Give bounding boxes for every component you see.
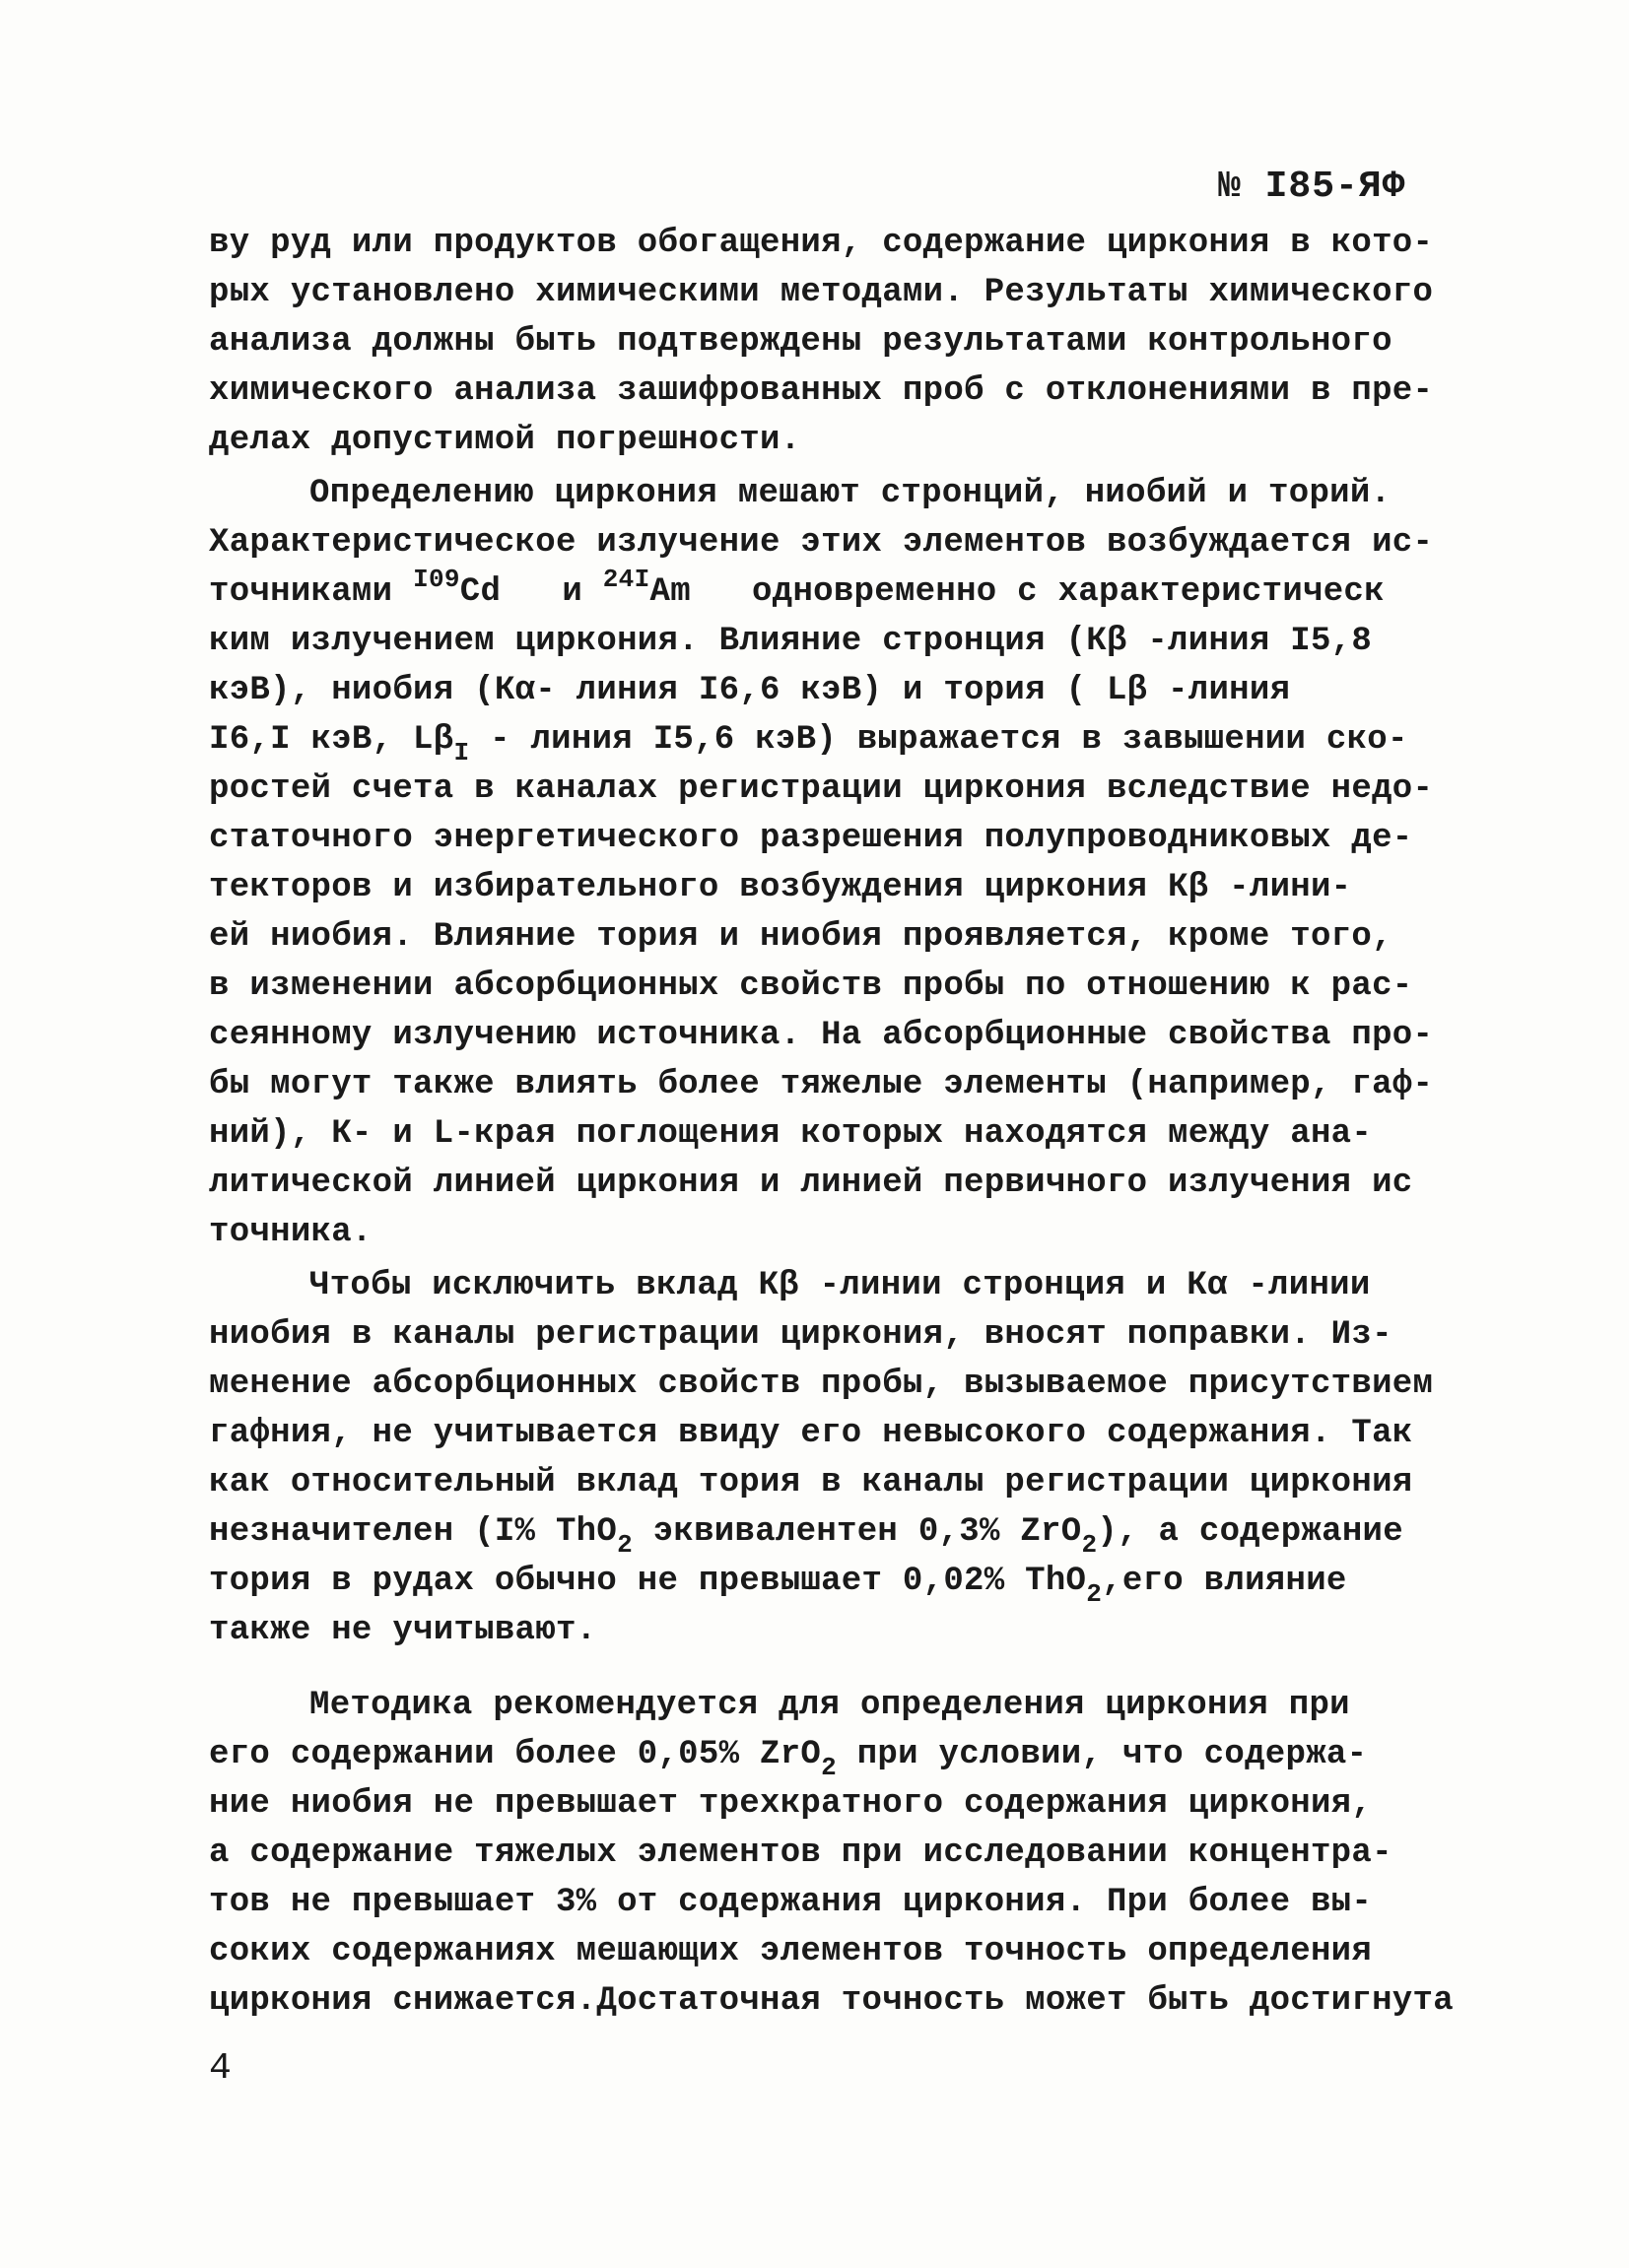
text-line: рых установлено химическими методами. Результаты химического	[209, 274, 1434, 311]
text-line: тов не превышает 3% от содержания циркония. При более вы-	[209, 1884, 1373, 1921]
text-line: ниобия в каналы регистрации циркония, вносят поправки. Из-	[209, 1316, 1392, 1354]
text-fragment: незначителен (I% ThO	[209, 1513, 618, 1551]
text-line: литической линией циркония и линией первичного излучения ис	[209, 1165, 1413, 1202]
isotope-symbol: Am	[649, 573, 691, 611]
text-line: ние ниобия не превышает трехкратного содержания циркония,	[209, 1785, 1373, 1823]
text-fragment: ), а содержание	[1097, 1513, 1403, 1551]
text-line: ей ниобия. Влияние тория и ниобия проявляется, кроме того,	[209, 918, 1392, 956]
subscript: 2	[617, 1530, 633, 1560]
text-line: как относительный вклад тория в каналы регистрации циркония	[209, 1464, 1413, 1501]
document-number: № I85-ЯФ	[1218, 166, 1406, 208]
body-text	[209, 219, 1454, 2026]
text-fragment: при условии, что содержа-	[837, 1736, 1368, 1773]
text-fragment: его содержании более 0,05% ZrO	[209, 1736, 822, 1773]
subscript: 2	[1081, 1530, 1098, 1560]
text-line: ву руд или продуктов обогащения, содержание циркония в кото-	[209, 225, 1434, 262]
text-line: делах допустимой погрешности.	[209, 422, 801, 459]
text-line: гафния, не учитывается ввиду его невысокого содержания. Так	[209, 1415, 1413, 1452]
text-line: точника.	[209, 1214, 373, 1251]
subscript: 2	[1086, 1579, 1103, 1609]
text-line: кэВ), ниобия (Кα- линия I6,6 кэВ) и тория ( Lβ -линия	[209, 672, 1291, 709]
text-line-with-subscript	[209, 1507, 1423, 1560]
text-line: ний), К- и L-края поглощения которых находятся между ана-	[209, 1115, 1373, 1153]
text-line-with-subscript	[209, 715, 1423, 765]
subscript: 2	[821, 1753, 838, 1782]
page-number: 4	[209, 2047, 232, 2090]
text-line: соких содержаниях мешающих элементов точность определения	[209, 1933, 1373, 1970]
text-line: циркония снижается.Достаточная точность может быть достигнута	[209, 1982, 1454, 2020]
isotope-symbol: Cd	[459, 573, 502, 611]
text-line: в изменении абсорбционных свойств пробы по отношению к рас-	[209, 967, 1413, 1005]
isotope-mass-number: 24I	[602, 565, 650, 594]
text-fragment: тория в рудах обычно не превышает 0,02% ThO	[209, 1563, 1087, 1600]
text-fragment: I6,I кэВ, Lβ	[209, 721, 454, 759]
text-line: а содержание тяжелых элементов при исследовании концентра-	[209, 1834, 1392, 1872]
text-line: также не учитывают.	[209, 1612, 597, 1649]
isotope-mass-number: I09	[413, 565, 460, 594]
text-line: Характеристическое излучение этих элементов возбуждается ис-	[209, 524, 1434, 562]
text-line: текторов и избирательного возбуждения циркония Кβ -лини-	[209, 869, 1352, 906]
text-line: бы могут также влиять более тяжелые элементы (например, гаф-	[209, 1066, 1434, 1103]
text-fragment: одновременно с характеристическ	[752, 573, 1385, 611]
text-line: Чтобы исключить вклад Кβ -линии стронция и Кα -линии	[309, 1267, 1371, 1304]
text-line: ростей счета в каналах регистрации циркония вследствие недо-	[209, 770, 1434, 808]
text-line: анализа должны быть подтверждены результатами контрольного	[209, 323, 1392, 361]
text-line-with-subscript	[209, 1730, 1423, 1782]
text-line-with-subscript	[209, 1557, 1423, 1609]
text-line: Определению циркония мешают стронций, ниобий и торий.	[309, 475, 1391, 512]
text-fragment: - линия I5,6 кэВ) выражается в завышении ско-	[469, 721, 1408, 759]
text-fragment: ,его влияние	[1102, 1563, 1347, 1600]
text-fragment: и	[562, 573, 583, 611]
text-line: сеянному излучению источника. На абсорбционные свойства про-	[209, 1017, 1434, 1054]
text-line: статочного энергетического разрешения полупроводниковых де-	[209, 820, 1413, 857]
text-line: Методика рекомендуется для определения циркония при	[309, 1687, 1350, 1724]
text-line: менение абсорбционных свойств пробы, вызываемое присутствием	[209, 1366, 1434, 1403]
subscript: I	[453, 738, 470, 767]
text-fragment: эквивалентен 0,3% ZrO	[632, 1513, 1082, 1551]
text-line: химического анализа зашифрованных проб с отклонениями в пре-	[209, 372, 1434, 410]
text-line: ким излучением циркония. Влияние стронция (Кβ -линия I5,8	[209, 623, 1373, 660]
text-line-with-isotopes	[209, 567, 1423, 617]
text-fragment: точниками	[209, 573, 393, 611]
